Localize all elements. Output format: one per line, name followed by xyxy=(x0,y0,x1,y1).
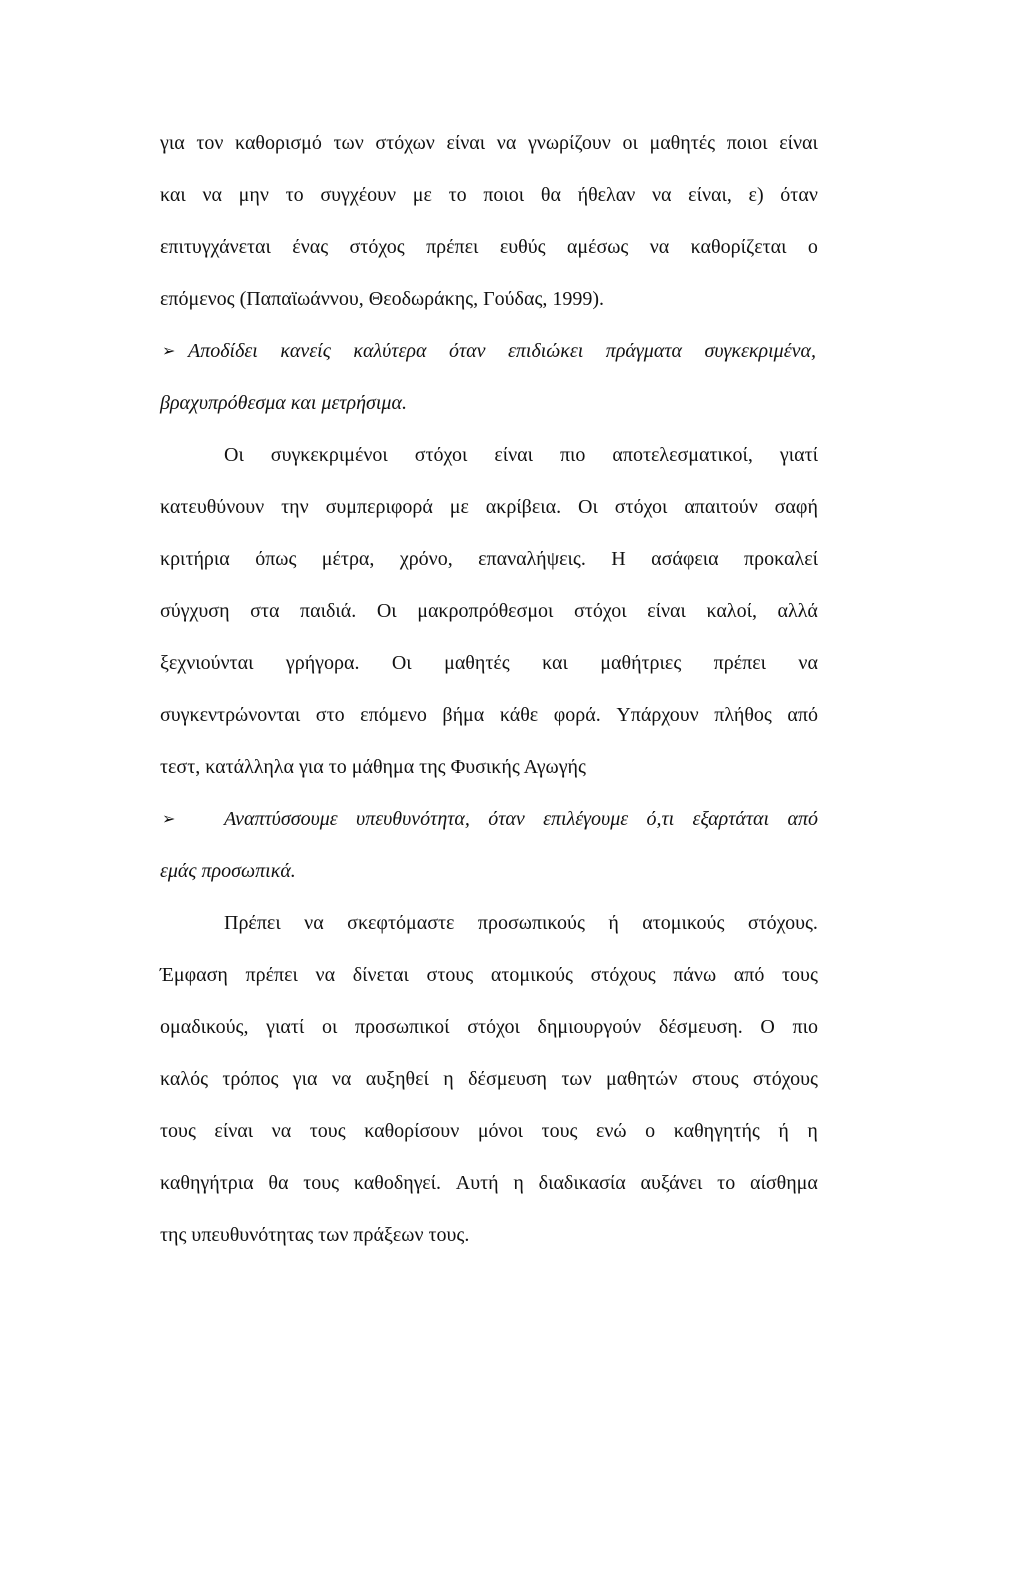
paragraph-1-line-1: για τον καθορισμό των στόχων είναι να γνωρίζουν οι μαθητές ποιοι είναι xyxy=(160,132,818,154)
paragraph-2-line-4: σύγχυση στα παιδιά. Οι μακροπρόθεσμοι στόχοι είναι καλοί, αλλά xyxy=(160,600,818,622)
paragraph-3-line-5: τους είναι να τους καθορίσουν μόνοι τους ενώ ο καθηγητής ή η xyxy=(160,1120,818,1142)
paragraph-1-line-2: και να μην το συγχέουν με το ποιοι θα ήθελαν να είναι, ε) όταν xyxy=(160,184,818,206)
bullet-2-line-1: Αναπτύσσουμε υπευθυνότητα, όταν επιλέγουμε ό,τι εξαρτάται από xyxy=(224,808,818,830)
paragraph-2-line-1: Οι συγκεκριμένοι στόχοι είναι πιο αποτελεσματικοί, γιατί xyxy=(224,444,818,466)
bullet-arrow-icon: ➢ xyxy=(162,809,176,828)
paragraph-2-line-7: τεστ, κατάλληλα για το μάθημα της Φυσικής Αγωγής xyxy=(160,756,586,778)
paragraph-2-line-5: ξεχνιούνται γρήγορα. Οι μαθητές και μαθήτριες πρέπει να xyxy=(160,652,818,674)
paragraph-2-line-2: κατευθύνουν την συμπεριφορά με ακρίβεια. Οι στόχοι απαιτούν σαφή xyxy=(160,496,818,518)
paragraph-3-line-4: καλός τρόπος για να αυξηθεί η δέσμευση των μαθητών στους στόχους xyxy=(160,1068,818,1090)
paragraph-1-line-4: επόμενος (Παπαϊωάννου, Θεοδωράκης, Γούδας, 1999). xyxy=(160,288,605,310)
paragraph-3-line-7: της υπευθυνότητας των πράξεων τους. xyxy=(160,1224,470,1246)
bullet-1-line-1: Αποδίδει κανείς καλύτερα όταν επιδιώκει πράγματα συγκεκριμένα, xyxy=(188,340,816,362)
bullet-1-line-2: βραχυπρόθεσμα και μετρήσιμα. xyxy=(160,392,407,414)
paragraph-2-line-3: κριτήρια όπως μέτρα, χρόνο, επαναλήψεις. Η ασάφεια προκαλεί xyxy=(160,548,818,570)
paragraph-3-line-1: Πρέπει να σκεφτόμαστε προσωπικούς ή ατομικούς στόχους. xyxy=(224,912,818,934)
bullet-2-line-2: εμάς προσωπικά. xyxy=(160,860,296,882)
paragraph-3-line-6: καθηγήτρια θα τους καθοδηγεί. Αυτή η διαδικασία αυξάνει το αίσθημα xyxy=(160,1172,818,1194)
paragraph-1-line-3: επιτυγχάνεται ένας στόχος πρέπει ευθύς αμέσως να καθορίζεται ο xyxy=(160,236,818,258)
paragraph-3-line-2: Έμφαση πρέπει να δίνεται στους ατομικούς στόχους πάνω από τους xyxy=(160,964,818,986)
paragraph-2-line-6: συγκεντρώνονται στο επόμενο βήμα κάθε φορά. Υπάρχουν πλήθος από xyxy=(160,704,818,726)
bullet-arrow-icon: ➢ xyxy=(162,341,176,360)
paragraph-3-line-3: ομαδικούς, γιατί οι προσωπικοί στόχοι δημιουργούν δέσμευση. Ο πιο xyxy=(160,1016,818,1038)
